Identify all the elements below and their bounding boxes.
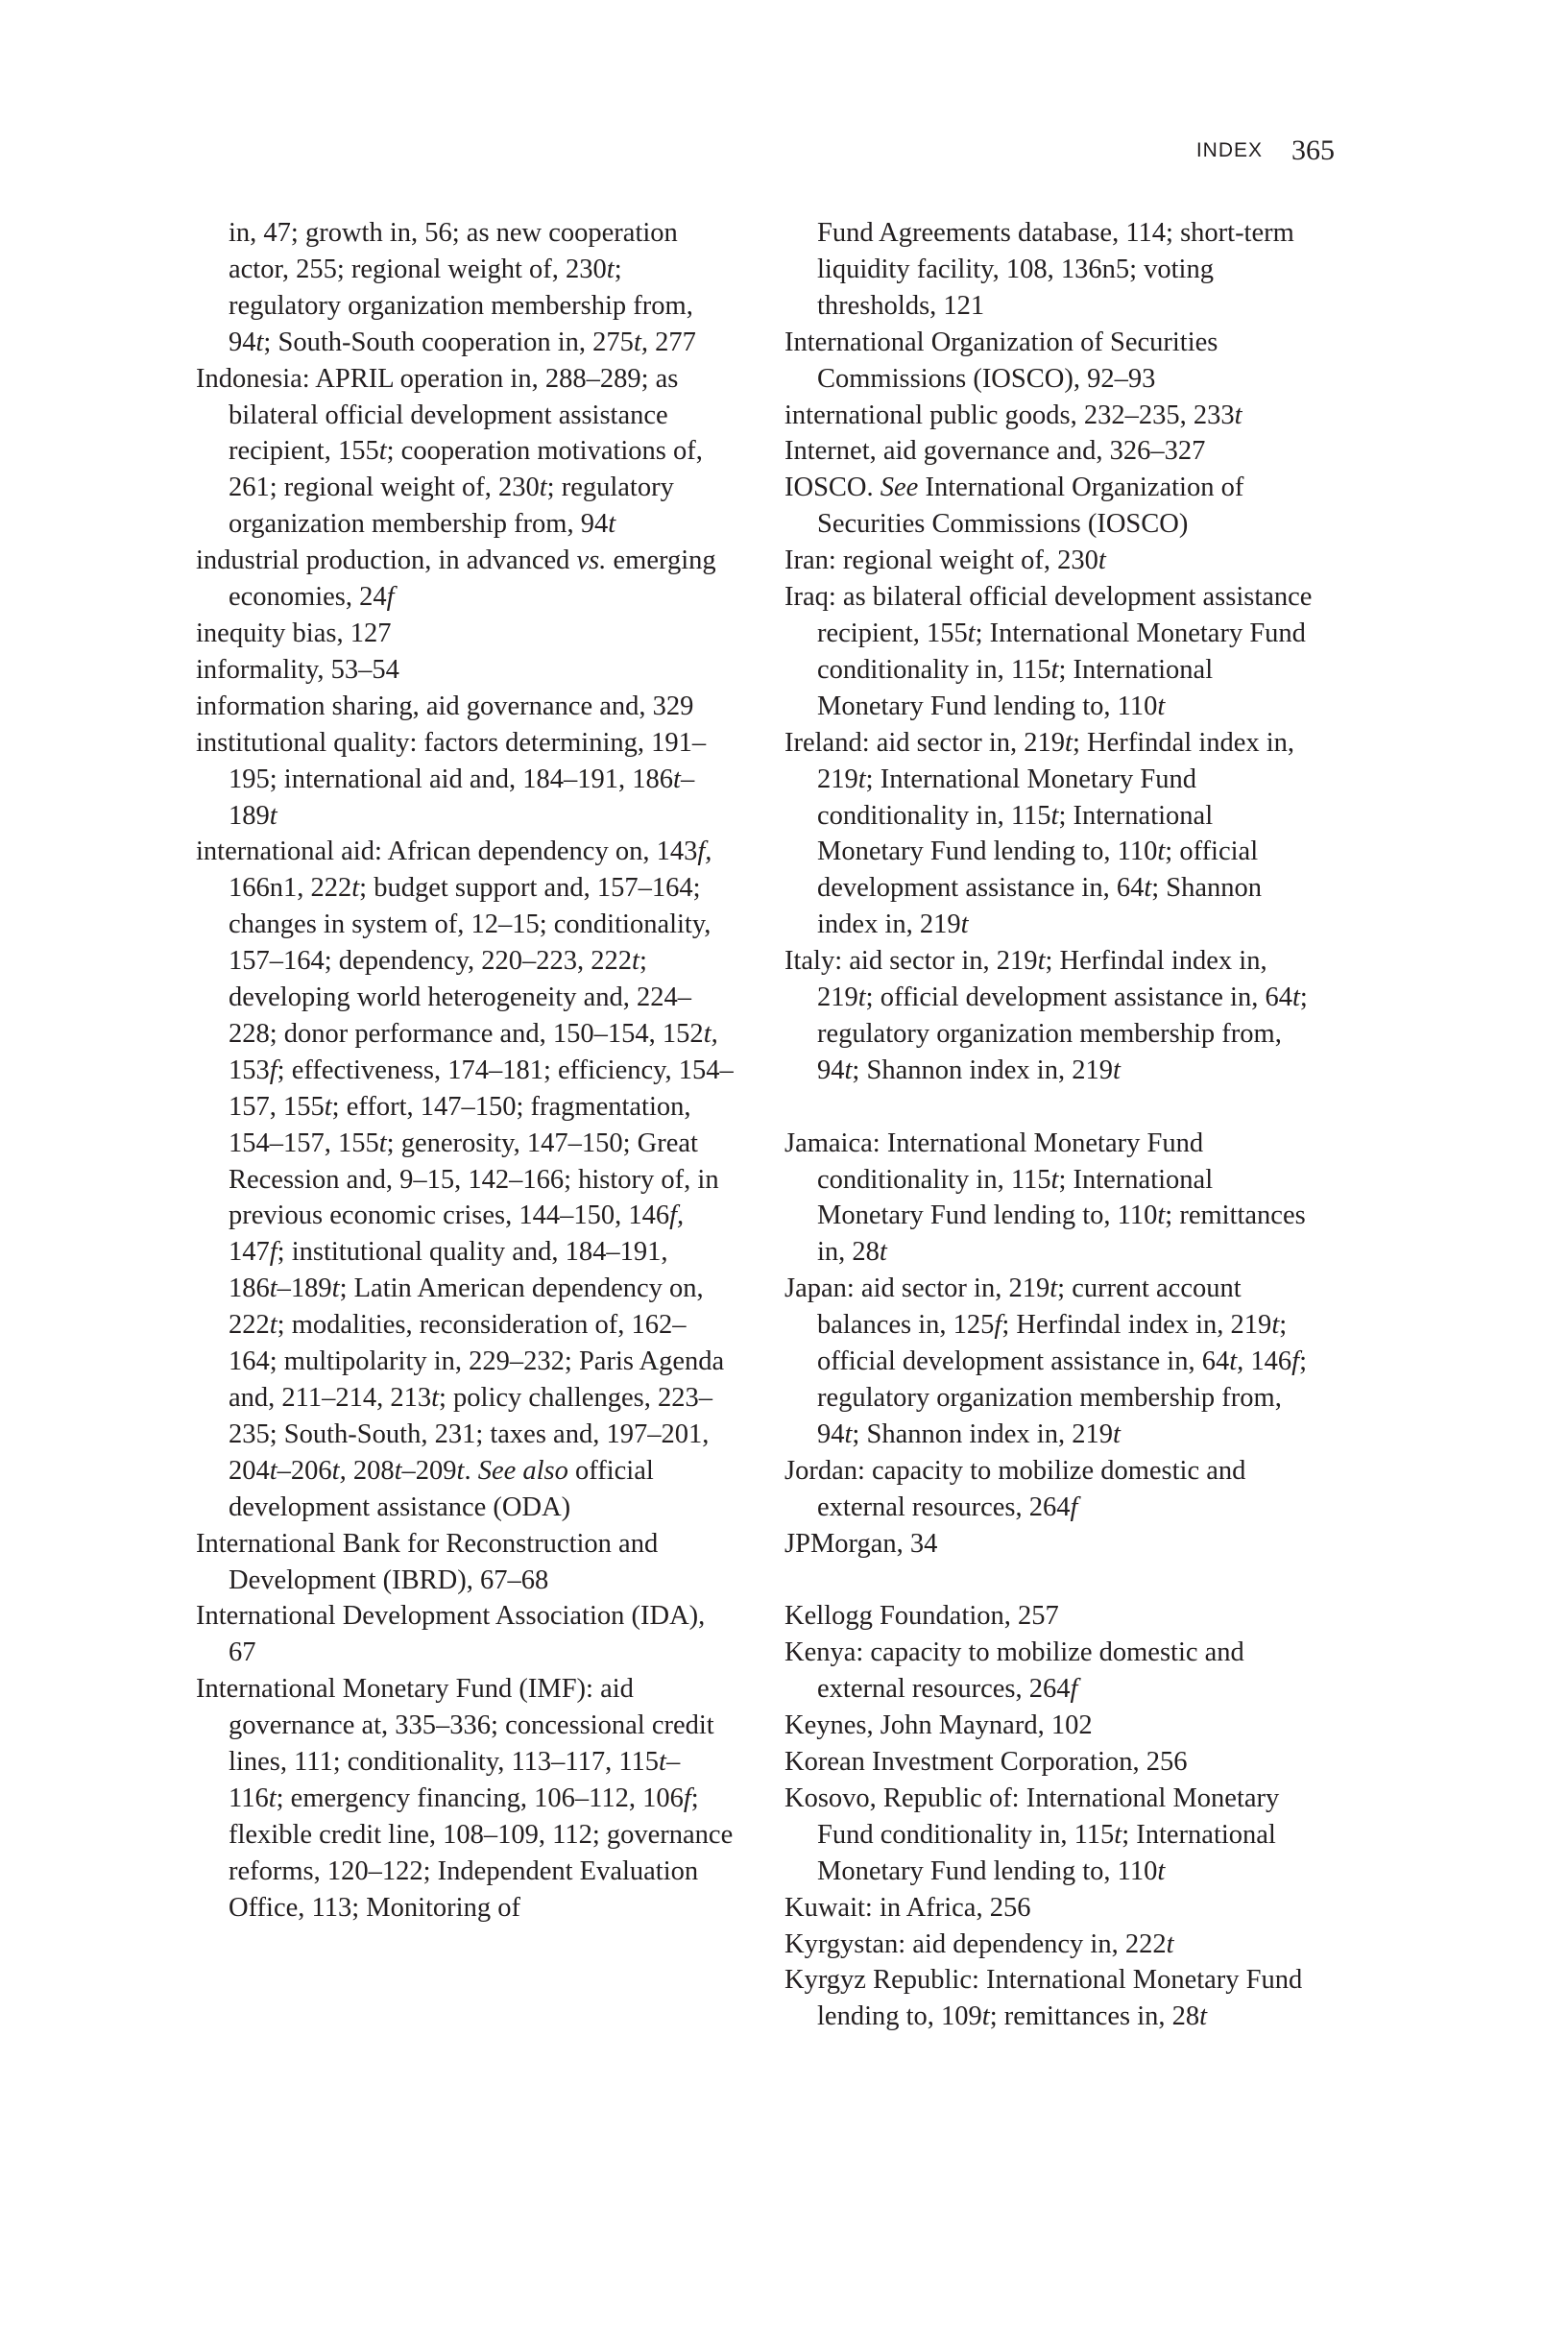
entry-text: ; official development assistance in, 64	[817, 1310, 1288, 1377]
italic-locator: t	[1050, 800, 1059, 831]
italic-locator: f	[1291, 1346, 1300, 1377]
entry-text: International Development Association (IDA), 67	[196, 1601, 706, 1668]
index-column-left	[196, 215, 734, 1927]
italic-locator: t	[1112, 1055, 1121, 1085]
italic-locator: t	[539, 473, 547, 503]
entry-text: Italy: aid sector in, 219	[784, 946, 1038, 977]
italic-locator: t,	[331, 1455, 347, 1486]
page-number: 365	[1291, 134, 1335, 166]
italic-locator: t	[255, 327, 264, 357]
italic-locator: f	[994, 1310, 1002, 1341]
entry-text: international public goods, 232–235, 233	[784, 400, 1235, 430]
index-entry-continuation	[196, 215, 734, 361]
entry-text: IOSCO.	[784, 473, 880, 503]
index-entry	[784, 1708, 1322, 1744]
index-entry	[784, 1781, 1322, 1890]
italic-locator: See also	[477, 1455, 568, 1486]
index-entry	[784, 1962, 1322, 2035]
index-entry	[784, 1927, 1322, 1963]
entry-text: ; South-South cooperation in, 275	[263, 327, 634, 357]
entry-text: in, 47; growth in, 56; as new cooperation actor, 255; regional weight of, 230	[229, 218, 678, 284]
italic-locator: t	[268, 1782, 277, 1813]
entry-text: ; official development assistance in, 64	[817, 837, 1259, 904]
entry-text: ; regulatory organization membership from, 94	[817, 1346, 1307, 1449]
entry-text: ; cooperation motivations of, 261; regional weight of, 230	[229, 436, 703, 503]
italic-locator: f	[1070, 1674, 1078, 1705]
italic-locator: t	[1065, 727, 1073, 758]
italic-locator: t	[1098, 546, 1106, 576]
entry-text: 146	[1243, 1346, 1292, 1377]
italic-locator: t	[431, 1383, 440, 1413]
italic-locator: t	[1157, 1855, 1166, 1886]
entry-text: ; Herfindal index in, 219	[817, 727, 1295, 794]
entry-text: Internet, aid governance and, 326–327	[784, 436, 1206, 467]
entry-text: Fund Agreements database, 114; short-term liquidity facility, 108, 136n5; voting thresholds, 121	[817, 218, 1294, 321]
italic-locator: t,	[1229, 1346, 1244, 1377]
entry-text: Kosovo, Republic of: International Monetary Fund conditionality in, 115	[784, 1782, 1280, 1850]
entry-text: ; International Monetary Fund lending to, 110	[817, 1819, 1276, 1886]
index-entry	[196, 1598, 734, 1671]
entry-text: ; effectiveness, 174–181; efficiency, 154–157, 155	[229, 1055, 734, 1122]
entry-text: institutional quality: factors determining, 191–195; international aid and, 184–191, 186	[196, 727, 707, 794]
italic-locator: t	[1050, 1164, 1059, 1195]
entry-text: Iraq: as bilateral official development assistance recipient, 155	[784, 582, 1313, 648]
index-entry	[784, 943, 1322, 1089]
italic-locator: t	[324, 1091, 332, 1122]
entry-text: emerging economies, 24	[229, 546, 716, 613]
entry-text: .	[464, 1455, 478, 1486]
entry-text: Indonesia: APRIL operation in, 288–289; as bilateral official development assistance recipient, 155	[196, 363, 679, 467]
entry-text: –209	[401, 1455, 457, 1486]
italic-locator: t	[456, 1455, 465, 1486]
entry-text: Kenya: capacity to mobilize domestic and external resources, 264	[784, 1637, 1244, 1705]
italic-locator: f	[269, 1237, 277, 1268]
index-entry	[784, 1890, 1322, 1927]
entry-text: Korean Investment Corporation, 256	[784, 1747, 1188, 1778]
index-entry	[784, 1453, 1322, 1526]
italic-locator: t	[331, 1273, 340, 1304]
italic-locator: t	[1166, 1928, 1174, 1959]
entry-text: ; regulatory organization membership from, 94	[229, 473, 674, 540]
index-entry	[784, 725, 1322, 943]
entry-text: ; emergency financing, 106–112, 106	[276, 1782, 684, 1813]
entry-text: information sharing, aid governance and, 329	[196, 691, 694, 721]
index-entry	[784, 1526, 1322, 1563]
index-entry	[784, 1271, 1322, 1453]
letter-group-gap	[784, 1089, 1322, 1126]
italic-locator: t,	[633, 327, 648, 357]
entry-text: ; regulatory organization membership from, 94	[817, 982, 1308, 1085]
entry-text: Kyrgyz Republic: International Monetary Fund lending to, 109	[784, 1965, 1303, 2032]
italic-locator: t	[269, 1455, 277, 1486]
index-entry	[784, 579, 1322, 725]
index-entry	[196, 361, 734, 544]
entry-text: ; Herfindal index in, 219	[1001, 1310, 1272, 1341]
index-entry	[784, 398, 1322, 434]
entry-text: 147	[229, 1237, 270, 1268]
entry-text: Kyrgystan: aid dependency in, 222	[784, 1928, 1167, 1959]
italic-locator: t	[1199, 2001, 1208, 2032]
italic-locator: f	[1070, 1491, 1078, 1522]
entry-text: ; remittances in, 28	[989, 2001, 1200, 2032]
running-head	[1104, 134, 1335, 173]
italic-locator: t	[269, 1273, 277, 1304]
italic-locator: t	[960, 909, 969, 940]
entry-text: International Monetary Fund (IMF): aid governance at, 335–336; concessional credit lines, 111; conditionality, 113–117, 115	[196, 1674, 714, 1778]
italic-locator: f	[386, 582, 395, 613]
italic-locator: vs.	[576, 546, 607, 576]
italic-locator: t	[632, 946, 639, 977]
italic-locator: t	[608, 509, 616, 540]
index-entry	[196, 543, 734, 616]
index-entry	[196, 725, 734, 835]
entry-text: Iran: regional weight of, 230	[784, 546, 1098, 576]
entry-text: ; Latin American dependency on, 222	[229, 1273, 704, 1341]
entry-text: International Bank for Reconstruction and Development (IBRD), 67–68	[196, 1528, 659, 1595]
italic-locator: t	[1157, 837, 1166, 867]
entry-text: International Organization of Securities Commissions (IOSCO), 92–93	[784, 327, 1218, 394]
index-entry	[784, 470, 1322, 543]
italic-locator: t	[1037, 946, 1046, 977]
entry-text: ; policy challenges, 223–235; South-South, 231; taxes and, 197–201, 204	[229, 1383, 712, 1486]
entry-text: ; modalities, reconsideration of, 162–164; multipolarity in, 229–232; Paris Agenda and, 211–214, 213	[229, 1310, 725, 1413]
index-entry	[196, 1526, 734, 1599]
italic-locator: f,	[669, 1200, 685, 1231]
italic-locator: t	[967, 618, 976, 648]
italic-locator: t	[269, 800, 277, 831]
italic-locator: t	[1112, 1418, 1121, 1449]
entry-text: Kellogg Foundation, 257	[784, 1601, 1059, 1632]
index-entry	[196, 652, 734, 689]
entry-text: 166n1, 222	[229, 873, 352, 904]
italic-locator: f	[269, 1055, 277, 1085]
italic-locator: t	[1291, 982, 1300, 1013]
running-head-label: INDEX	[1195, 139, 1263, 161]
entry-text: Japan: aid sector in, 219	[784, 1273, 1050, 1304]
entry-text: 208	[346, 1455, 395, 1486]
italic-locator: t	[394, 1455, 402, 1486]
italic-locator: t,	[703, 1018, 718, 1049]
italic-locator: t	[879, 1237, 887, 1268]
index-entry	[784, 1744, 1322, 1781]
entry-text: International Organization of Securities Commissions (IOSCO)	[817, 473, 1244, 540]
italic-locator: See	[880, 473, 919, 503]
italic-locator: f	[683, 1782, 691, 1813]
index-column-right	[784, 215, 1322, 2035]
entry-text: –189	[229, 764, 695, 831]
index-entry	[196, 1671, 734, 1926]
entry-text: ; flexible credit line, 108–109, 112; governance reforms, 120–122; Independent Evaluation Office, 113; Monitoring of	[229, 1782, 734, 1923]
entry-text: JPMorgan, 34	[784, 1528, 938, 1559]
italic-locator: t	[1049, 1273, 1058, 1304]
entry-text: international aid: African dependency on, 143	[196, 837, 698, 867]
entry-text: Kuwait: in Africa, 256	[784, 1892, 1031, 1923]
italic-locator: t	[378, 1128, 387, 1158]
entry-text: informality, 53–54	[196, 654, 399, 685]
entry-text: ; institutional quality and, 184–191, 186	[229, 1237, 668, 1304]
entry-text: –189	[277, 1273, 332, 1304]
entry-text: ; developing world heterogeneity and, 224–228; donor performance and, 150–154, 152	[229, 946, 704, 1049]
index-entry	[784, 1635, 1322, 1708]
entry-text: Keynes, John Maynard, 102	[784, 1710, 1093, 1741]
italic-locator: t	[673, 764, 681, 794]
italic-locator: t	[1271, 1310, 1280, 1341]
italic-locator: t	[857, 764, 866, 794]
index-entry	[784, 1126, 1322, 1272]
italic-locator: t	[844, 1055, 853, 1085]
index-entry	[196, 616, 734, 652]
italic-locator: t	[351, 873, 360, 904]
italic-locator: t	[981, 2001, 990, 2032]
index-entry-continuation	[784, 215, 1322, 325]
italic-locator: t	[1234, 400, 1242, 430]
letter-group-gap	[784, 1563, 1322, 1599]
italic-locator: t	[1050, 654, 1059, 685]
index-entry	[784, 1598, 1322, 1635]
entry-text: inequity bias, 127	[196, 618, 392, 648]
entry-text: ; regulatory organization membership from, 94	[229, 254, 693, 357]
italic-locator: t	[844, 1418, 853, 1449]
italic-locator: t	[269, 1310, 277, 1341]
italic-locator: t	[1144, 873, 1152, 904]
entry-text: 277	[647, 327, 696, 357]
italic-locator: t	[659, 1747, 666, 1778]
index-entry	[784, 433, 1322, 470]
entry-text: ; effort, 147–150; fragmentation, 154–157, 155	[229, 1091, 691, 1158]
entry-text: ; International Monetary Fund lending to, 110	[817, 800, 1214, 867]
entry-text: ; official development assistance in, 64	[865, 982, 1292, 1013]
entry-text: ; remittances in, 28	[817, 1200, 1306, 1268]
entry-text: Jamaica: International Monetary Fund conditionality in, 115	[784, 1128, 1204, 1195]
italic-locator: t	[1114, 1819, 1122, 1850]
entry-text: official development assistance (ODA)	[229, 1455, 654, 1522]
entry-text: 153	[229, 1055, 270, 1085]
index-entry	[784, 543, 1322, 579]
entry-text: ; International Monetary Fund conditionality in, 115	[817, 764, 1196, 831]
entry-text: –116	[229, 1747, 681, 1813]
italic-locator: t	[857, 982, 866, 1013]
entry-text: ; International Monetary Fund conditionality in, 115	[817, 618, 1306, 685]
entry-text: industrial production, in advanced	[196, 546, 577, 576]
entry-text: ; International Monetary Fund lending to, 110	[817, 654, 1214, 721]
entry-text: ; generosity, 147–150; Great Recession and, 9–15, 142–166; history of, in previous economic crises, 144–150, 146	[229, 1128, 719, 1231]
index-entry	[196, 834, 734, 1525]
entry-text: Jordan: capacity to mobilize domestic and external resources, 264	[784, 1455, 1246, 1522]
entry-text: ; Herfindal index in, 219	[817, 946, 1267, 1013]
entry-text: Ireland: aid sector in, 219	[784, 727, 1066, 758]
italic-locator: t	[1157, 1200, 1166, 1231]
index-entry	[196, 689, 734, 725]
italic-locator: t	[378, 436, 387, 467]
entry-text: –206	[277, 1455, 332, 1486]
entry-text: ; Shannon index in, 219	[852, 1418, 1113, 1449]
entry-text: ; Shannon index in, 219	[817, 873, 1263, 940]
italic-locator: f,	[697, 837, 712, 867]
entry-text: ; International Monetary Fund lending to, 110	[817, 1164, 1214, 1231]
index-entry	[784, 325, 1322, 398]
entry-text: ; Shannon index in, 219	[852, 1055, 1113, 1085]
entry-text: ; current account balances in, 125	[817, 1273, 1242, 1341]
italic-locator: t	[606, 254, 615, 284]
italic-locator: t	[1157, 691, 1166, 721]
entry-text: ; budget support and, 157–164; changes in system of, 12–15; conditionality, 157–164; dependency, 220–223, 222	[229, 873, 712, 977]
